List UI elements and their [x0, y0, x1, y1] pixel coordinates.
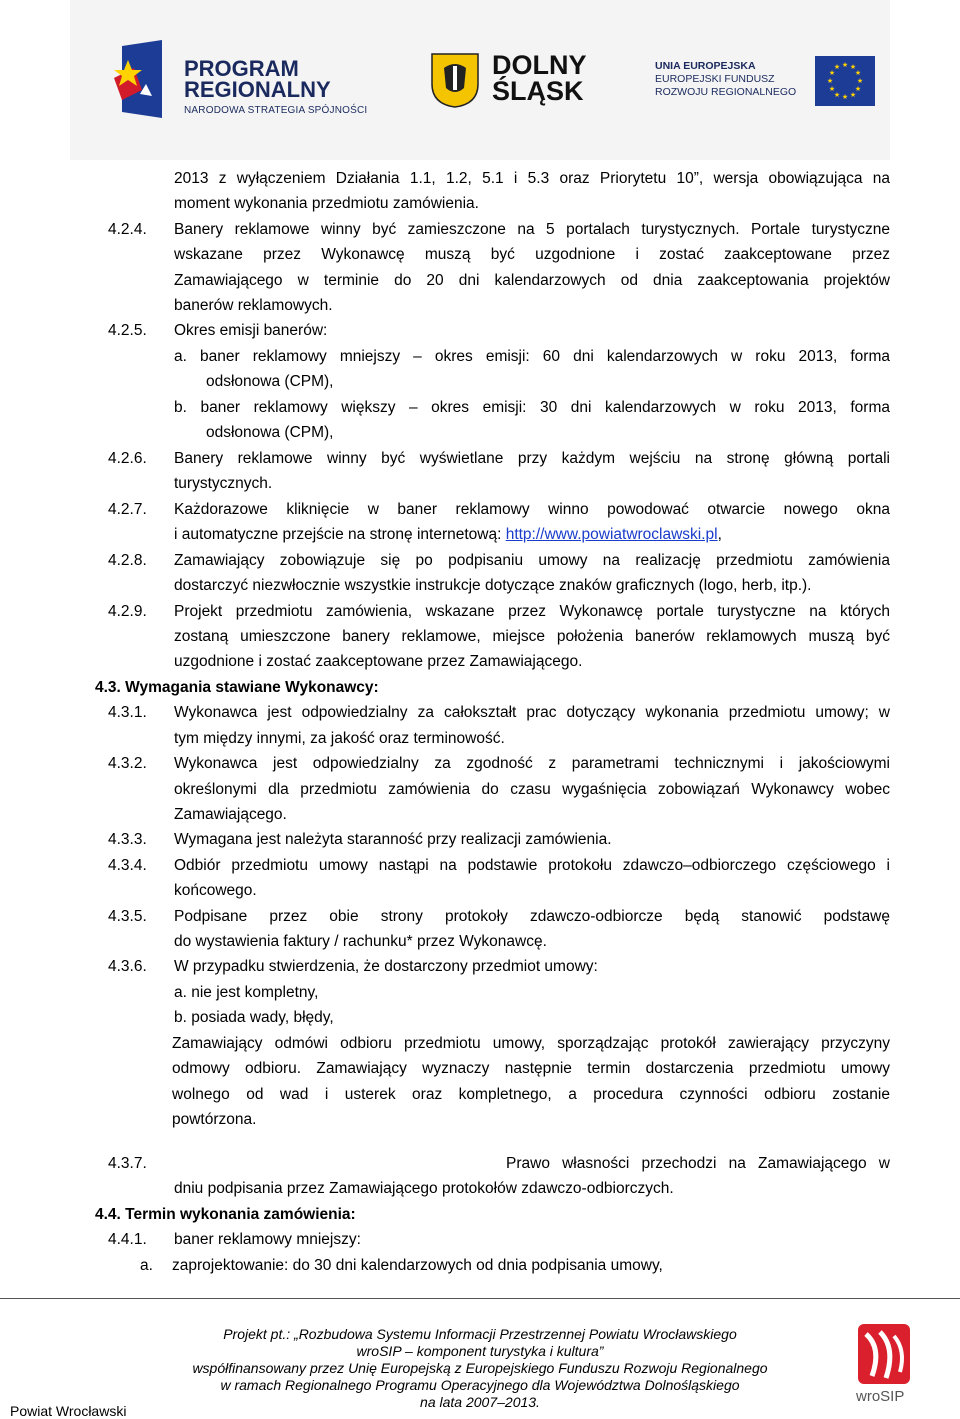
- svg-text:★: ★: [854, 69, 862, 77]
- program-line2: REGIONALNY: [184, 77, 331, 102]
- text-line: Projekt przedmiotu zamówienia, wskazane przez Wykonawcę portale turystyczne na których: [174, 603, 890, 620]
- footer-powiat-label: Powiat Wrocławski: [10, 1403, 127, 1419]
- text-line: wskazane przez Wykonawcę muszą być uzgodnione i zostać zaakceptowane przez: [174, 246, 890, 263]
- text-line: Banery reklamowe winny być zamieszczone na 5 portalach turystycznych. Portale turystyczne: [174, 221, 890, 238]
- footer-project-info: [150, 1326, 810, 1411]
- svg-text:★: ★: [833, 63, 841, 71]
- text-line: Wykonawca jest odpowiedzialny za zgodność z parametrami technicznymi i jakościowymi: [174, 755, 890, 772]
- svg-text:★: ★: [841, 61, 849, 69]
- dolny-line2: ŚLĄSK: [492, 76, 584, 106]
- text-line: Banery reklamowe winny być wyświetlane przy każdym wejściu na stronę główną portali: [174, 450, 890, 467]
- eu-logo: [655, 56, 880, 108]
- text-line: 2013 z wyłączeniem Działania 1.1, 1.2, 5.1 i 5.3 oraz Priorytetu 10”, wersja obowiązująca na: [174, 170, 890, 187]
- text-line: uzgodnione i zostać zaakceptowane przez Zamawiającego.: [174, 653, 583, 670]
- section-number: 4.3.7.: [108, 1155, 147, 1172]
- text-line: Prawo własności przechodzi na Zamawiającego w: [506, 1155, 890, 1172]
- text-line: [174, 522, 722, 547]
- text-line: odsłonowa (CPM),: [206, 373, 334, 390]
- text-line: a. baner reklamowy mniejszy – okres emisji: 60 dni kalendarzowych w roku 2013, forma: [174, 348, 890, 365]
- section-number: 4.2.7.: [108, 501, 147, 518]
- footer-line: wroSIP – komponent turystyka i kultura”: [356, 1343, 604, 1359]
- coat-of-arms-icon: [430, 52, 480, 108]
- text-line: odsłonowa (CPM),: [206, 424, 334, 441]
- program-line1: PROGRAM: [184, 56, 299, 81]
- section-number: 4.2.4.: [108, 221, 147, 238]
- star-flag-icon: [112, 40, 174, 120]
- program-subtitle: NARODOWA STRATEGIA SPÓJNOŚCI: [184, 105, 368, 116]
- text-line: Wymagana jest należyta staranność przy realizacji zamówienia.: [174, 831, 612, 848]
- list-marker: a.: [140, 1257, 153, 1274]
- wrosip-logo: [852, 1320, 914, 1410]
- ue-line3: ROZWOJU REGIONALNEGO: [655, 86, 797, 98]
- footer-line: Projekt pt.: „Rozbudowa Systemu Informacji Przestrzennej Powiatu Wrocławskiego: [223, 1326, 737, 1342]
- text-line: W przypadku stwierdzenia, że dostarczony przedmiot umowy:: [174, 958, 598, 975]
- text-line: wolnego od wad i usterek oraz kompletnego, a procedura czynności odbioru zostanie: [172, 1086, 890, 1103]
- svg-text:★: ★: [828, 85, 836, 93]
- section-number: 4.2.5.: [108, 322, 147, 339]
- list-item: b. posiada wady, błędy,: [174, 1009, 334, 1026]
- list-item: a. nie jest kompletny,: [174, 984, 319, 1001]
- section-number: 4.2.6.: [108, 450, 147, 467]
- svg-text:★: ★: [849, 91, 857, 99]
- section-number: 4.3.4.: [108, 857, 147, 874]
- text-line: zostaną umieszczone banery reklamowe, miejsce położenia banerów reklamowych muszą być: [174, 628, 890, 645]
- text-line: turystycznych.: [174, 475, 273, 492]
- text-line: tym między innymi, za jakość oraz terminowość.: [174, 730, 505, 747]
- text-line: Odbiór przedmiotu umowy nastąpi na podstawie protokołu zdawczo–odbiorczego częściowego i: [174, 857, 890, 874]
- wrosip-emblem-icon: [852, 1320, 914, 1390]
- list-item: zaprojektowanie: do 30 dni kalendarzowych od dnia podpisania umowy,: [172, 1257, 663, 1274]
- section-number: 4.4.1.: [108, 1231, 147, 1248]
- text-line: baner reklamowy mniejszy:: [174, 1231, 361, 1248]
- section-number: 4.3.6.: [108, 958, 147, 975]
- dolny-slask-logo: [430, 52, 600, 112]
- ue-line1: UNIA EUROPEJSKA: [655, 60, 756, 72]
- text-line: do wystawienia faktury / rachunku* przez Wykonawcę.: [174, 933, 547, 950]
- svg-text:★: ★: [826, 77, 834, 85]
- footer-line: na lata 2007–2013.: [420, 1394, 540, 1410]
- section-number: 4.2.8.: [108, 552, 147, 569]
- ue-line2: EUROPEJSKI FUNDUSZ: [655, 73, 775, 85]
- powiat-website-link[interactable]: http://www.powiatwroclawski.pl: [505, 526, 718, 543]
- text-line: dostarczyć niezwłocznie wszystkie instrukcje dotyczące znaków graficznych (logo, herb, itp.).: [174, 577, 812, 594]
- text-line: Okres emisji banerów:: [174, 322, 328, 339]
- svg-text:★: ★: [849, 63, 857, 71]
- text-line: banerów reklamowych.: [174, 297, 333, 314]
- section-number: 4.2.9.: [108, 603, 147, 620]
- text-line: powtórzona.: [172, 1111, 257, 1128]
- section-heading: 4.4. Termin wykonania zamówienia:: [95, 1206, 356, 1223]
- text-line: moment wykonania przedmiotu zamówienia.: [174, 195, 479, 212]
- text-fragment: i automatyczne przejście na stronę internetową:: [174, 526, 506, 543]
- wrosip-label: wroSIP: [856, 1388, 905, 1405]
- svg-text:★: ★: [856, 77, 864, 85]
- section-number: 4.3.3.: [108, 831, 147, 848]
- section-heading: 4.3. Wymagania stawiane Wykonawcy:: [95, 679, 379, 696]
- footer-divider: [0, 1298, 960, 1299]
- footer-line: współfinansowany przez Unię Europejską z Europejskiego Funduszu Rozwoju Regionalnego: [192, 1360, 768, 1376]
- text-line: Zamawiający odmówi odbioru przedmiotu umowy, sporządzając protokół zawierający przyczyny: [172, 1035, 890, 1052]
- text-line: odmowy odbioru. Zamawiający wyznaczy następnie termin dostarczenia przedmiotu umowy: [172, 1060, 890, 1077]
- section-number: 4.3.5.: [108, 908, 147, 925]
- text-fragment: ,: [717, 526, 722, 543]
- program-regionalny-logo: [112, 40, 382, 120]
- svg-text:★: ★: [841, 93, 849, 101]
- dolny-line1: DOLNY: [492, 50, 587, 80]
- text-line: końcowego.: [174, 882, 257, 899]
- text-line: określonymi dla przedmiotu zamówienia do czasu wygaśnięcia zobowiązań Wykonawcy wobec: [174, 781, 890, 798]
- section-number: 4.3.2.: [108, 755, 147, 772]
- text-line: dniu podpisania przez Zamawiającego protokołów zdawczo-odbiorczych.: [174, 1180, 674, 1197]
- footer-line: w ramach Regionalnego Programu Operacyjnego dla Województwa Dolnośląskiego: [220, 1377, 740, 1393]
- text-line: Podpisane przez obie strony protokoły zdawczo-odbiorcze będą stanowić podstawę: [174, 908, 890, 925]
- text-line: Zamawiającego.: [174, 806, 287, 823]
- svg-text:★: ★: [828, 69, 836, 77]
- text-line: Wykonawca jest odpowiedzialny za całokształt prac dotyczący wykonania przedmiotu umowy; w: [174, 704, 890, 721]
- text-line: Zamawiający zobowiązuje się po podpisaniu umowy na realizację przedmiotu zamówienia: [174, 552, 890, 569]
- text-line: Zamawiającego w terminie do 20 dni kalendarzowych od dnia zaakceptowania projektów: [174, 272, 890, 289]
- section-number: 4.3.1.: [108, 704, 147, 721]
- text-line: Każdorazowe kliknięcie w baner reklamowy winno powodować otwarcie nowego okna: [174, 501, 890, 518]
- text-line: b. baner reklamowy większy – okres emisji: 30 dni kalendarzowych w roku 2013, forma: [174, 399, 890, 416]
- eu-flag-icon: [815, 56, 875, 106]
- svg-text:★: ★: [854, 85, 862, 93]
- svg-text:★: ★: [833, 91, 841, 99]
